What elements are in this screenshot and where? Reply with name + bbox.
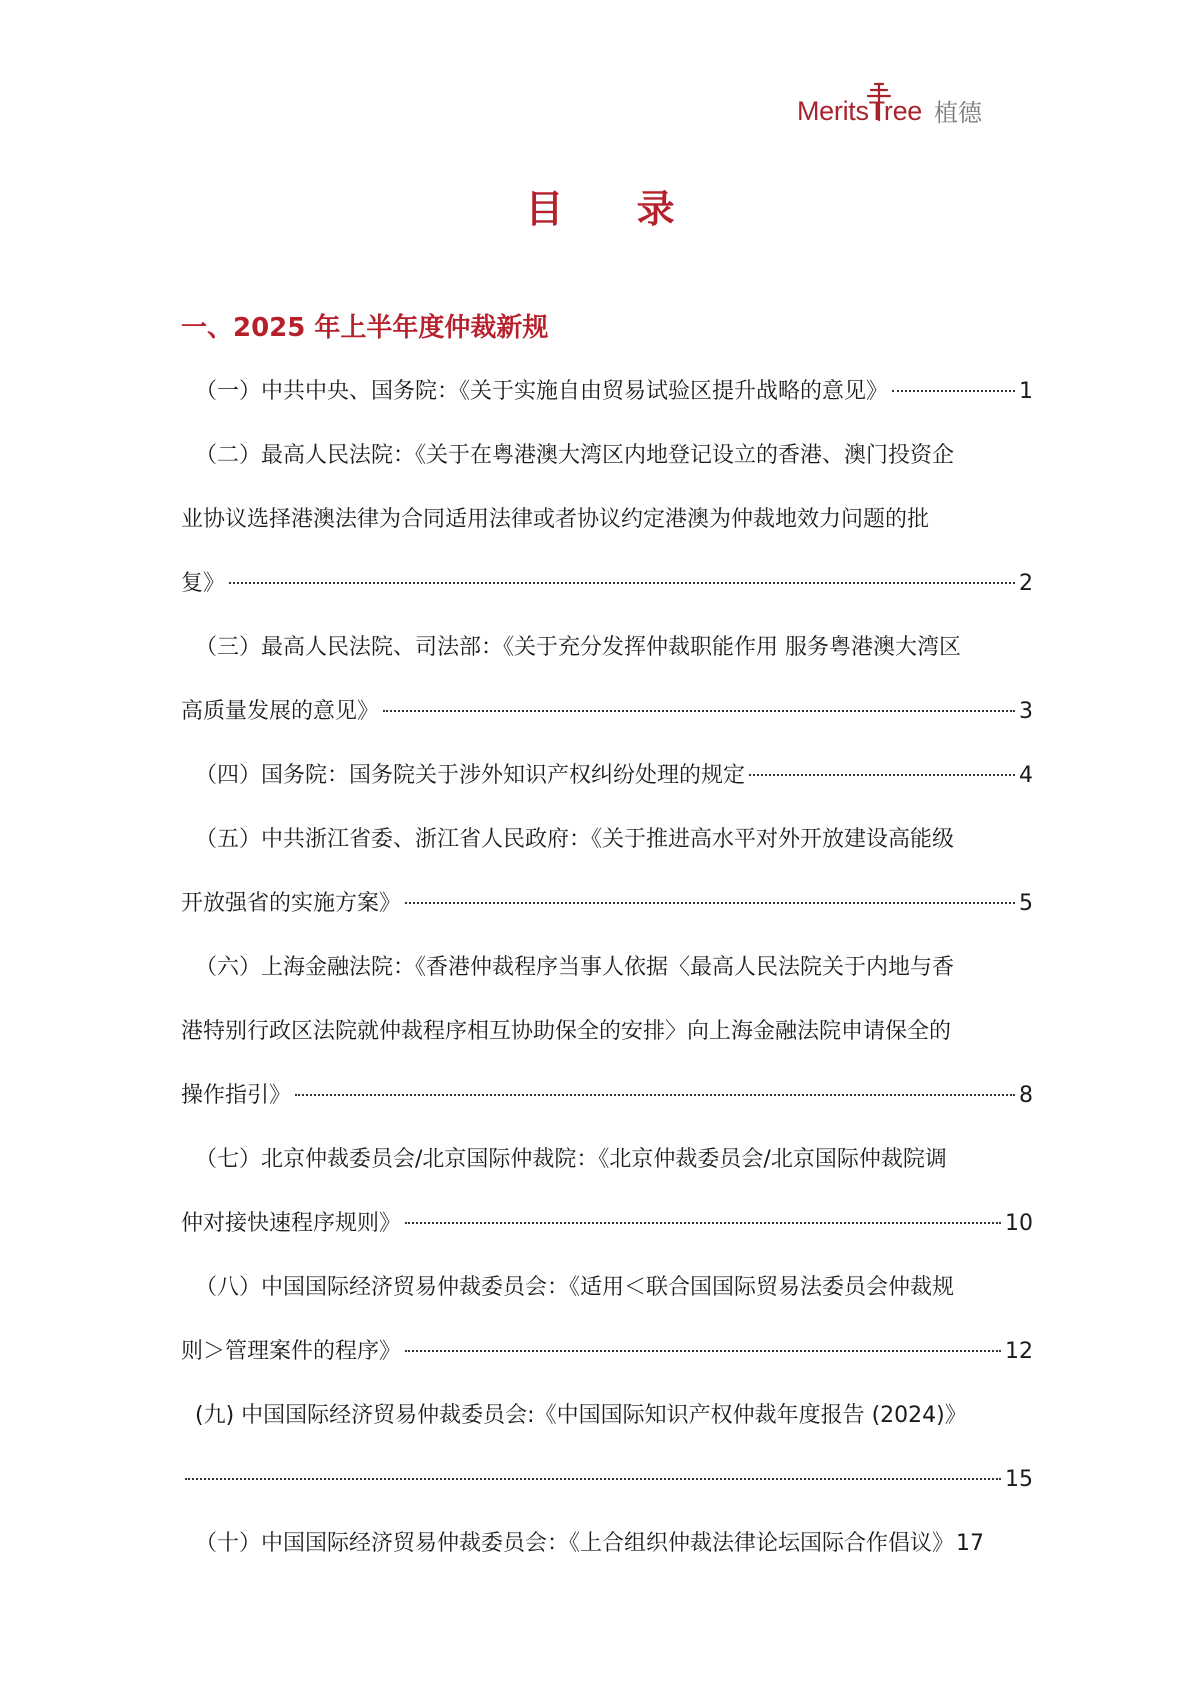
toc-entry-text: 港特别行政区法院就仲裁程序相互协助保全的安排〉向上海金融法院申请保全的 xyxy=(181,1019,952,1044)
toc-entry[interactable] xyxy=(181,1384,1033,1512)
toc-page-number: 10 xyxy=(1005,1211,1033,1236)
toc-entry-text: （一）中共中央、国务院：《关于实施自由贸易试验区提升战略的意见》 xyxy=(195,379,889,404)
toc-page-number: 2 xyxy=(1019,571,1033,596)
toc-entry[interactable] xyxy=(181,1512,1033,1576)
toc-page-number: 5 xyxy=(1019,891,1033,916)
toc-entry-text: (九) 中国国际经济贸易仲裁委员会:《中国国际知识产权仲裁年度报告 (2024)》 xyxy=(195,1403,967,1428)
toc-entry-text: （三）最高人民法院、司法部：《关于充分发挥仲裁职能作用 服务粤港澳大湾区 xyxy=(195,635,961,660)
toc-page-number: 12 xyxy=(1005,1339,1033,1364)
toc-entry-text: （二）最高人民法院：《关于在粤港澳大湾区内地登记设立的香港、澳门投资企 xyxy=(195,443,955,468)
dot-leader xyxy=(892,390,1015,392)
toc-entry-text: （六）上海金融法院：《香港仲裁程序当事人依据〈最高人民法院关于内地与香 xyxy=(195,955,955,980)
toc-page-number: 15 xyxy=(1005,1467,1033,1492)
dot-leader xyxy=(405,1222,1001,1224)
table-of-contents xyxy=(181,360,1033,1576)
section-heading: 一、2025 年上半年度仲裁新规 xyxy=(181,313,549,343)
logo-text-en: MeritsTree xyxy=(796,96,922,126)
dot-leader xyxy=(383,710,1015,712)
toc-entry[interactable] xyxy=(181,744,1033,808)
toc-page-number: 3 xyxy=(1019,699,1033,724)
page-title: 目 录 xyxy=(525,187,705,231)
toc-page-number: 1 xyxy=(1019,379,1033,404)
dot-leader xyxy=(295,1094,1015,1096)
toc-entry-text: 开放强省的实施方案》 xyxy=(181,891,402,916)
toc-entry-text: （七）北京仲裁委员会/北京国际仲裁院：《北京仲裁委员会/北京国际仲裁院调 xyxy=(195,1147,947,1172)
toc-page-number: 8 xyxy=(1019,1083,1033,1108)
dot-leader xyxy=(229,582,1015,584)
toc-entry-text: 操作指引》 xyxy=(181,1083,292,1108)
toc-entry-text: 仲对接快速程序规则》 xyxy=(181,1211,402,1236)
tree-icon xyxy=(865,80,893,122)
toc-entry-text: （五）中共浙江省委、浙江省人民政府：《关于推进高水平对外开放建设高能级 xyxy=(195,827,955,852)
toc-entry[interactable] xyxy=(181,424,1033,616)
meritstree-logo xyxy=(797,98,982,125)
toc-entry-text: （四）国务院：国务院关于涉外知识产权纠纷处理的规定 xyxy=(195,763,746,788)
toc-page-number: 4 xyxy=(1019,763,1033,788)
toc-entry-text: 高质量发展的意见》 xyxy=(181,699,380,724)
logo-text-zh: 植德 xyxy=(934,99,982,127)
dot-leader xyxy=(405,902,1015,904)
toc-entry[interactable] xyxy=(181,1256,1033,1384)
toc-entry[interactable] xyxy=(181,1128,1033,1256)
dot-leader xyxy=(749,774,1015,776)
toc-entry-text: 则＞管理案件的程序》 xyxy=(181,1339,402,1364)
toc-entry[interactable] xyxy=(181,360,1033,424)
dot-leader xyxy=(185,1478,1001,1480)
toc-entry[interactable] xyxy=(181,616,1033,744)
toc-entry[interactable] xyxy=(181,936,1033,1128)
dot-leader xyxy=(405,1350,1001,1352)
toc-entry-text: 复》 xyxy=(181,571,226,596)
toc-page-number: 17 xyxy=(956,1531,985,1556)
toc-entry-text: 业协议选择港澳法律为合同适用法律或者协议约定港澳为仲裁地效力问题的批 xyxy=(181,507,930,532)
toc-entry[interactable] xyxy=(181,808,1033,936)
toc-entry-text: （八）中国国际经济贸易仲裁委员会：《适用＜联合国国际贸易法委员会仲裁规 xyxy=(195,1275,955,1300)
toc-entry-text: （十）中国国际经济贸易仲裁委员会：《上合组织仲裁法律论坛国际合作倡议》 xyxy=(195,1531,955,1556)
